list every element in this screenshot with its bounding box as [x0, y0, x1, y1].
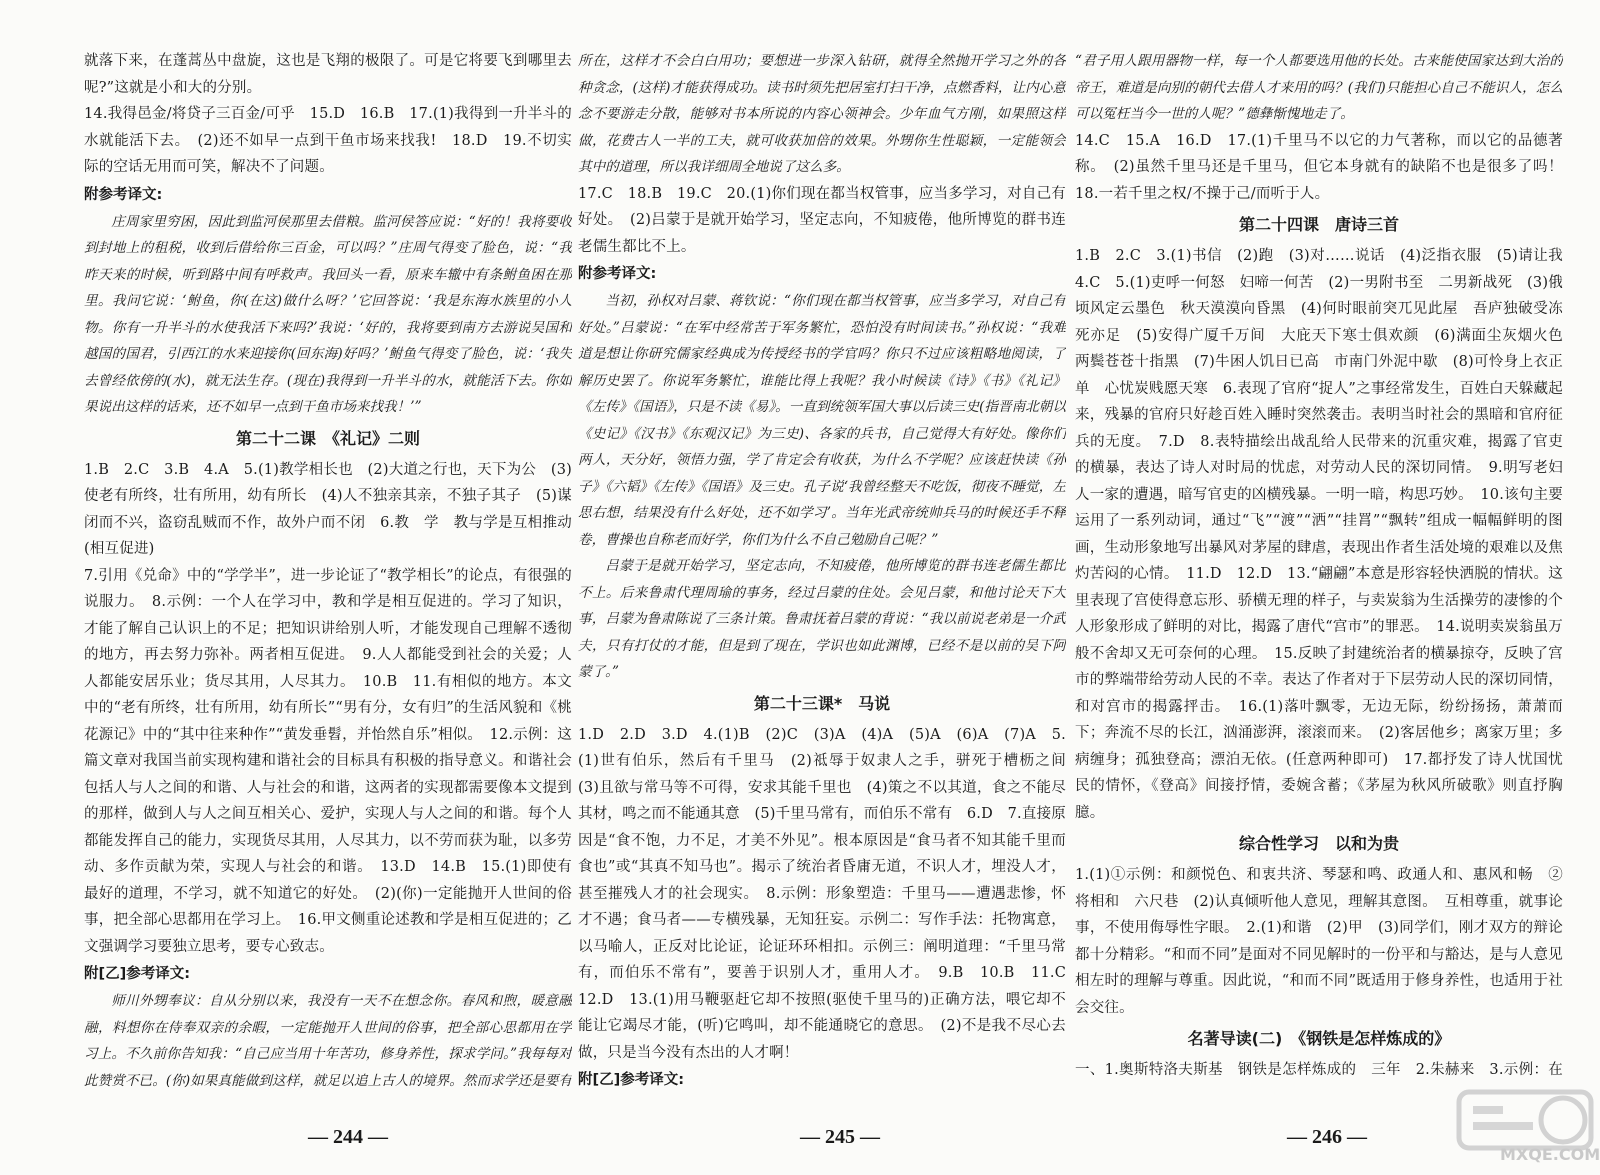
answer-block: 14.C 15.A 16.D 17.(1)千里马不以它的力气著称，而以它的品德著称。 (2)虽然千里马还是千里马，但它本身就有的缺陷不也是很多了吗！ 18.一若千里之权/不操于己/而听于人。	[1075, 132, 1563, 202]
lesson-title: 第二十四课 唐诗三首	[1238, 215, 1399, 234]
section-label: 附[乙]参考译文:	[578, 1072, 685, 1088]
watermark-text: MXQE.COM	[1500, 1145, 1600, 1164]
answer-block: 17.C 18.B 19.C 20.(1)你们现在都当权管事，应当多学习，对自己有好处。 (2)吕蒙于是就开始学习，坚定志向，不知疲倦，他所博览的群书连老儒生都比不上。	[578, 185, 1066, 255]
answer-block: 一、1.奥斯特洛夫斯基 钢铁是怎样炼成的 三年 2.朱赫来 3.示例：在	[1075, 1062, 1563, 1078]
page-number: — 246 —	[1287, 1126, 1367, 1148]
answer-block: 1.(1)①示例：和颜悦色、和衷共济、琴瑟和鸣、政通人和、惠风和畅 ②将相和 六尺巷 (2)认真倾听他人意见，理解其意图。 互相尊重，就事论事，不使用侮辱性字眼。 2.(1)和谐 (2)甲 (3)同学们，刚才双方的辩论都十分精彩。“和而不同”是面对不同见解时的一份平和与豁达，是与人意见相左时的理解与尊重。因此说，“和而不同”既适用于修身养性，也适用于社会交往。	[1075, 867, 1563, 1016]
column-page-244	[84, 48, 572, 1088]
page-number: — 244 —	[308, 1126, 388, 1148]
translation-text: 所在，这样才不会白白用功；要想进一步深入钻研，就得全然抛开学习之外的各种贪念，(这样)才能获得成功。读书时须先把居室打扫干净，点燃香料，让内心意念不要游走分散，能够对书本所说的内容心领神会。少年血气方刚，如果照这样做，花费古人一半的工夫，就可收获加倍的效果。外甥你生性聪颖，一定能领会其中的道理，所以我详细周全地说了这么多。	[578, 53, 1066, 175]
answer-block: 14.我得邑金/将贷子三百金/可乎 15.D 16.B 17.(1)我得到一升半斗的水就能活下去。 (2)还不如早一点到干鱼市场来找我! 18.D 19.不切实际的空话无用而可笑，解决不了问题。	[84, 106, 572, 175]
column-page-245	[578, 48, 1066, 1088]
lesson-title: 第二十二课 《礼记》二则	[235, 428, 420, 448]
translation-text: 吕蒙于是就开始学习，坚定志向，不知疲倦，他所博览的群书连老儒生都比不上。后来鲁肃代理周瑜的事务，经过吕蒙的住处。会见吕蒙，和他讨论天下大事，吕蒙为鲁肃陈说了三条计策。鲁肃抚着吕蒙的背说：“我以前说老弟是一介武夫，只有打仗的才能，但是到了现在，学识也如此渊博，已经不是以前的吴下阿蒙了。”	[578, 558, 1066, 680]
lesson-title: 综合性学习 以和为贵	[1238, 834, 1399, 853]
lesson-title: 第二十三课* 马说	[753, 693, 891, 713]
section-label: 附[乙]参考译文:	[84, 966, 191, 982]
column-page-246	[1075, 48, 1563, 1088]
translation-text: 庄周家里穷困，因此到监河侯那里去借粮。监河侯答应说：“好的！我将要收到封地上的租税，收到后借给你三百金，可以吗？”庄周气得变了脸色，说：“我昨天来的时候，听到路中间有呼救声。我回头一看，原来车辙中有条鲋鱼困在那里。我问它说：‘鲋鱼，你(在这)做什么呀？’它回答说：‘我是东海水族里的小人物。你有一升半斗的水使我活下来吗?’我说：‘好的，我将要到南方去游说吴国和越国的国君，引西江的水来迎接你(回东海)好吗？’鲋鱼气得变了脸色，说：‘我失去曾经依傍的(水)，就无法生存。(现在)我得到一升半斗的水，就能活下去。你如果说出这样的话来，还不如早一点到干鱼市场来找我！’”	[84, 213, 572, 415]
answer-block: 1.B 2.C 3.(1)书信 (2)跑 (3)对……说话 (4)泛指衣服 (5)请让我 4.C 5.(1)吏呼一何怒 妇啼一何苦 (2)一男附书至 二男新战死 (3)俄顷风定云墨色 秋天漠漠向昏黑 (4)何时眼前突兀见此屋 吾庐独破受冻死亦足 (5)安得广厦千万间 大庇天下寒士俱欢颜 (6)满面尘灰烟火色 两鬓苍苍十指黑 (7)牛困人饥日已高 市南门外泥中歇 (8)可怜身上衣正单 心忧炭贱愿天寒 6.表现了官府“捉人”之事经常发生，百姓白天躲藏起来，残暴的官府只好趁百姓入睡时突然袭击。表明当时社会的黑暗和官府征兵的无度。 7.D 8.表特描绘出战乱给人民带来的沉重灾难，揭露了官吏的横暴，表达了诗人对时局的忧虑，对劳动人民的深切同情。 9.明写老妇人一家的遭遇，暗写官吏的凶横残暴。一明一暗，构思巧妙。 10.该句主要运用了一系列动词，通过“飞”“渡”“洒”“挂罥”“飘转”组成一幅幅鲜明的图画，生动形象地写出暴风对茅屋的肆虐，表现出作者生活处境的艰难以及焦灼苦闷的心情。 11.D 12.D 13.“翩翩”本意是形容轻快洒脱的情状。这里表现了宫使得意忘形、骄横无理的样子，与卖炭翁为生活操劳的凄惨的个人形象形成了鲜明的对比，揭露了唐代“宫市”的罪恶。 14.说明卖炭翁虽万般不舍却又无可奈何的心理。 15.反映了封建统治者的横暴掠夺，反映了宫市的弊端带给劳动人民的不幸。表达了作者对于下层劳动人民的深切同情，和对宫市的揭露抨击。 16.(1)落叶飘零，无边无际，纷纷扬扬，萧萧而下；奔流不尽的长江，汹涌澎湃，滚滚而来。 (2)客居他乡；离家万里；多病缠身；孤独登高；漂泊无依。(任意两种即可) 17.都抒发了诗人忧国忧民的情怀，《登高》间接抒情，委婉含蓄；《茅屋为秋风所破歌》则直抒胸臆。	[1075, 248, 1563, 821]
paragraph: 就落下来，在蓬蒿丛中盘旋，这也是飞翔的极限了。可是它将要飞到哪里去呢?”这就是小和大的分别。	[84, 53, 572, 96]
lesson-title: 名著导读(二) 《钢铁是怎样炼成的》	[1187, 1029, 1451, 1048]
answer-block: 7.引用《兑命》中的“学学半”，进一步论证了“教学相长”的论点，有很强的说服力。 8.示例：一个人在学习中，教和学是相互促进的。学习了知识，才能了解自己认识上的不足；把知识讲给别人听，才能发现自己理解不透彻的地方，再去努力弥补。两者相互促进。 9.人人都能受到社会的关爱；人人都能安居乐业；货尽其用，人尽其力。 10.B 11.有相似的地方。本文中的“老有所终，壮有所用，幼有所长”“男有分，女有归”的生活风貌和《桃花源记》中的“其中往来种作”“黄发垂髫，并怡然自乐”相似。 12.示例：这篇文章对我国当前实现构建和谐社会的目标具有积极的指导意义。和谐社会包括人与人之间的和谐、人与社会的和谐，这两者的实现都需要像本文提到的那样，做到人与人之间互相关心、爱护，实现人与人之间的和谐。每个人都能发挥自己的能力，实现货尽其用，人尽其力，以不劳而获为耻，以多劳动、多作贡献为荣，实现人与社会的和谐。 13.D 14.B 15.(1)即使有最好的道理，不学习，就不知道它的好处。 (2)(你)一定能抛开人世间的俗事，把全部心思都用在学习上。 16.甲文侧重论述教和学是相互促进的；乙文强调学习要独立思考，要专心致志。	[84, 567, 572, 955]
translation-text: 师川外甥奉议：自从分别以来，我没有一天不在想念你。春风和煦，暖意融融，料想你在侍奉双亲的余暇，一定能抛开人世间的俗事，把全部心思都用在学习上。不久前你告知我：“自己应当用十年苦功，修身养性，探求学问。”我每每对此赞赏不已。(你)如果真能做到这样，就足以追上古人的境界。然而求学还是要有	[84, 993, 572, 1088]
answer-block: 1.B 2.C 3.B 4.A 5.(1)教学相长也 (2)大道之行也，天下为公 (3)使老有所终，壮有所用，幼有所长 (4)人不独亲其亲，不独子其子 (5)谋闭而不兴，盗窃乱贼而不作，故外户而不闭 6.教 学 教与学是互相推动(相互促进)	[84, 461, 572, 557]
answer-block: 1.D 2.D 3.D 4.(1)B (2)C (3)A (4)A (5)A (6)A (7)A 5.(1)世有伯乐，然后有千里马 (2)祗辱于奴隶人之手，骈死于槽枥之间 (3)且欲与常马等不可得，安求其能千里也 (4)策之不以其道，食之不能尽其材，鸣之而不能通其意 (5)千里马常有，而伯乐不常有 6.D 7.直接原因是“食不饱，力不足，才美不外见”。根本原因是“食马者不知其能千里而食也”或“其真不知马也”。揭示了统治者昏庸无道，不识人才，埋没人才，甚至摧残人才的社会现实。 8.示例：形象塑造：千里马——遭遇悲惨，怀才不遇；食马者——专横残暴，无知狂妄。示例二：写作手法：托物寓意，以马喻人，正反对比论证，论证环环相扣。示例三：阐明道理：“千里马常有，而伯乐不常有”，要善于识别人才，重用人才。 9.B 10.B 11.C 12.D 13.(1)用马鞭驱赶它却不按照(驱使千里马的)正确方法，喂它却不能让它竭尽才能，(听)它鸣叫，却不能通晓它的意思。 (2)不是我不尽心去做，只是当今没有杰出的人才啊！	[578, 726, 1066, 1061]
translation-text: 当初，孙权对吕蒙、蒋钦说：“你们现在都当权管事，应当多学习，对自己有好处。”吕蒙说：“在军中经常苦于军务繁忙，恐怕没有时间读书。”孙权说：“我难道是想让你研究儒家经典成为传授经书的学官吗？你只不过应该粗略地阅读，了解历史罢了。你说军务繁忙，谁能比得上我呢？我小时候读《诗》《书》《礼记》《左传》《国语》，只是不读《易》。一直到统领军国大事以后读三史(指晋南北朝以《史记》《汉书》《东观汉记》为三史)、各家的兵书，自己觉得大有好处。像你们两人，天分好，领悟力强，学了肯定会有收获，为什么不学呢？应该赶快读《孙子》《六韬》《左传》《国语》及三史。孔子说‘我曾经整天不吃饭，彻夜不睡觉，左思右想，结果没有什么好处，还不如学习’。当年光武帝统帅兵马的时候还手不释卷，曹操也自称老而好学，你们为什么不自己勉励自己呢？”	[578, 293, 1066, 548]
section-label: 附参考译文:	[578, 266, 657, 282]
section-label: 附参考译文:	[84, 186, 163, 203]
translation-text: “君子用人跟用器物一样，每一个人都要选用他的长处。古来能使国家达到大治的帝王，难道是向别的朝代去借人才来用的吗？(我们)只能担心自己不能识人，怎么可以冤枉当今一世的人呢？”德彝惭愧地走了。	[1075, 53, 1563, 122]
page-number: — 245 —	[800, 1126, 880, 1148]
